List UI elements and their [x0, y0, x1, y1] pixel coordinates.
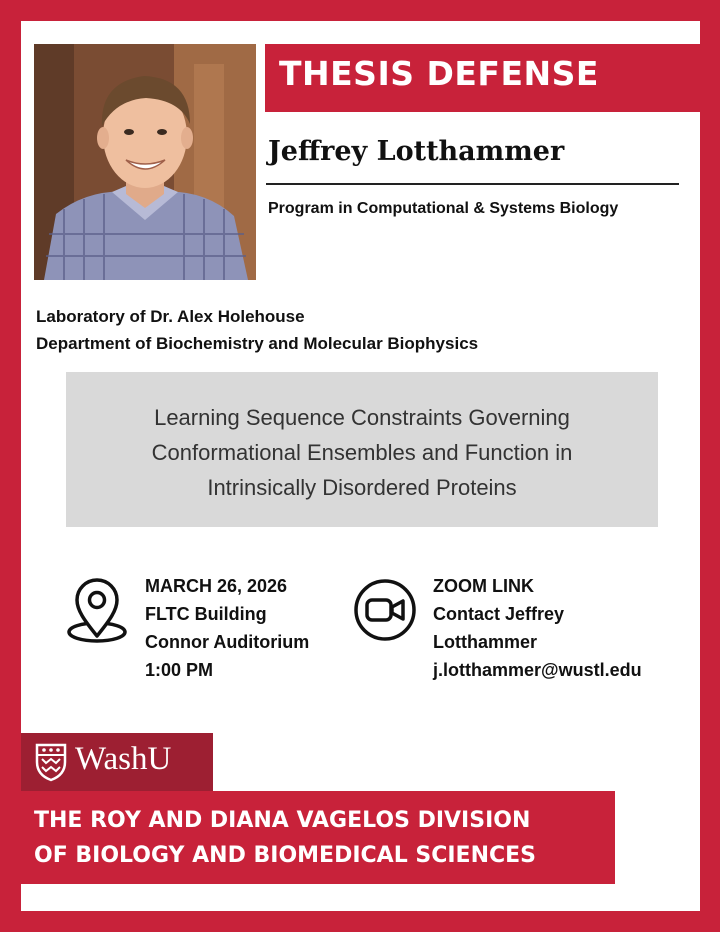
lab-info: [36, 303, 478, 357]
event-details: [145, 572, 309, 684]
event-time: 1:00 PM: [145, 660, 214, 680]
division-name: [34, 803, 536, 873]
division-banner: [21, 791, 615, 884]
talk-title-line: Learning Sequence Constraints Governing: [154, 405, 570, 430]
talk-title-box: [66, 372, 658, 527]
speaker-photo: [34, 44, 256, 280]
logo-wordmark: WashU: [75, 741, 172, 777]
zoom-contact-email[interactable]: j.lotthammer@wustl.edu: [433, 660, 642, 680]
division-line: OF BIOLOGY AND BIOMEDICAL SCIENCES: [34, 843, 537, 868]
event-building: FLTC Building: [145, 604, 267, 624]
lab-name: Laboratory of Dr. Alex Holehouse: [36, 307, 305, 326]
video-camera-icon: [352, 577, 418, 648]
event-date: MARCH 26, 2026: [145, 576, 288, 596]
zoom-heading: ZOOM LINK: [433, 576, 534, 596]
zoom-contact-name: Lotthammer: [433, 632, 538, 652]
talk-title: [66, 400, 658, 505]
zoom-details: [433, 572, 642, 684]
thesis-defense-banner: [265, 44, 700, 112]
name-divider: [266, 183, 679, 185]
talk-title-line: Conformational Ensembles and Function in: [151, 440, 573, 465]
map-pin-icon: [64, 576, 130, 651]
washu-shield-icon: [34, 742, 68, 782]
department-name: Department of Biochemistry and Molecular Biophysics: [36, 334, 479, 353]
event-room: Connor Auditorium: [145, 632, 310, 652]
washu-logo: [21, 733, 213, 791]
division-line: THE ROY AND DIANA VAGELOS DIVISION: [34, 808, 531, 833]
speaker-name: Jeffrey Lotthammer: [268, 136, 565, 167]
talk-title-line: Intrinsically Disordered Proteins: [207, 475, 517, 500]
banner-title: THESIS DEFENSE: [279, 54, 599, 93]
program-name: Program in Computational & Systems Biology: [268, 200, 619, 217]
zoom-contact-line: Contact Jeffrey: [433, 604, 565, 624]
